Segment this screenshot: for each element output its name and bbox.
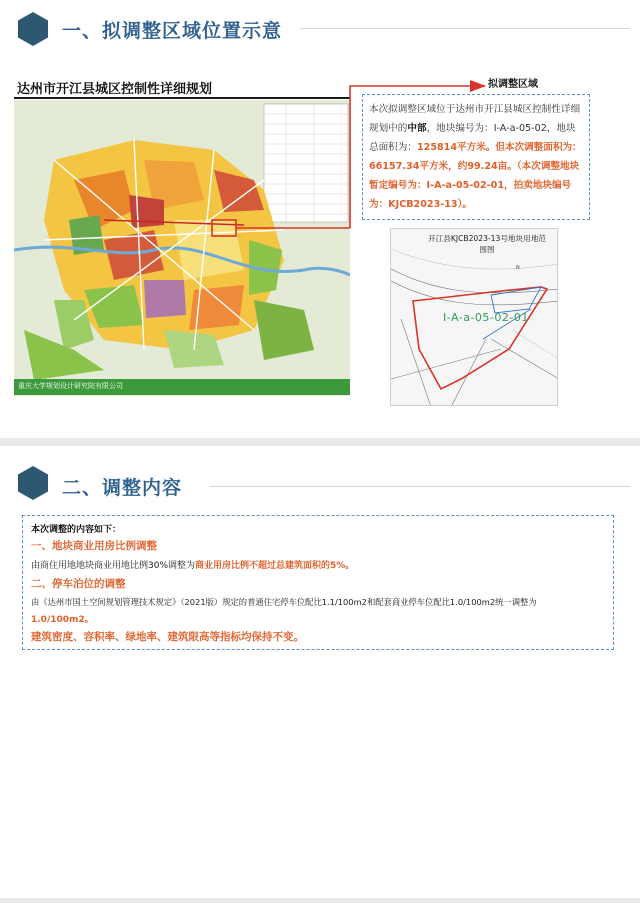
item1-body-text: 由商住用地地块商业用地比例30%调整为	[31, 561, 196, 571]
desc-text-1: 本次拟调整区域位于达州市开江县城区控制性详细规划中的	[369, 104, 581, 134]
item1-highlight: 商业用房比例不超过总建筑面积的5%。	[195, 561, 355, 571]
svg-text:N: N	[516, 265, 520, 271]
slide-adjustment	[0, 446, 640, 898]
final-statement: 建筑密度、容积率、绿地率、建筑限高等指标均保持不变。	[31, 631, 304, 643]
hexagon-icon	[18, 12, 48, 46]
title-divider	[300, 28, 630, 29]
section-title-adjustment: 二、调整内容	[62, 477, 183, 499]
desc-adjust-area: 但本次调整面积为：66157.34平方米，约99.24亩。	[369, 142, 582, 172]
item2-highlight: 1.0/100m2。	[31, 615, 94, 625]
map-footer-text: 重庆大学规划设计研究院有限公司	[18, 382, 123, 390]
title-divider	[210, 486, 630, 487]
item2-highlight-line	[31, 612, 94, 625]
map-title: 达州市开江县城区控制性详细规划	[17, 82, 213, 97]
map-title-rule	[14, 97, 350, 99]
desc-location-strong: 中部	[407, 123, 427, 134]
map-footer-bar	[14, 379, 350, 395]
content-intro: 本次调整的内容如下：	[31, 525, 122, 535]
slide-location	[0, 0, 640, 438]
desc-code-note: （本次调整地块暂定编号为：I-A-a-05-02-01，拍卖地块编号为：KJCB2023-13）。	[369, 161, 580, 210]
hexagon-icon	[18, 466, 48, 500]
section-title-location: 一、拟调整区域位置示意	[62, 20, 283, 42]
adjust-area-label: 拟调整区域	[488, 79, 538, 90]
parcel-code-label: I-A-a-05-02-01	[443, 311, 529, 324]
item2-body: 由《达州市国土空间规划管理技术规定》（2021版）规定的普通住宅停车位配比1.1/100m2和配套商业停车位配比1.0/100m2统一调整为	[31, 597, 537, 607]
item1-body	[31, 558, 354, 571]
item2-heading: 二、停车泊位的调整	[31, 578, 126, 590]
zoning-map	[14, 100, 350, 396]
zoning-map-graphic	[14, 100, 350, 396]
description-box	[362, 94, 590, 220]
desc-total-area: 125814平方米。	[416, 142, 496, 153]
parcel-map-title: 开江县KJCB2023-13号地块用地范围图	[428, 234, 546, 254]
parcel-map	[390, 228, 558, 406]
adjustment-content-box	[22, 515, 614, 650]
desc-text-2: ，地块编号为：I-A-a-05-02，地块总面积为：	[369, 123, 576, 153]
item1-heading: 一、地块商业用房比例调整	[31, 540, 157, 552]
